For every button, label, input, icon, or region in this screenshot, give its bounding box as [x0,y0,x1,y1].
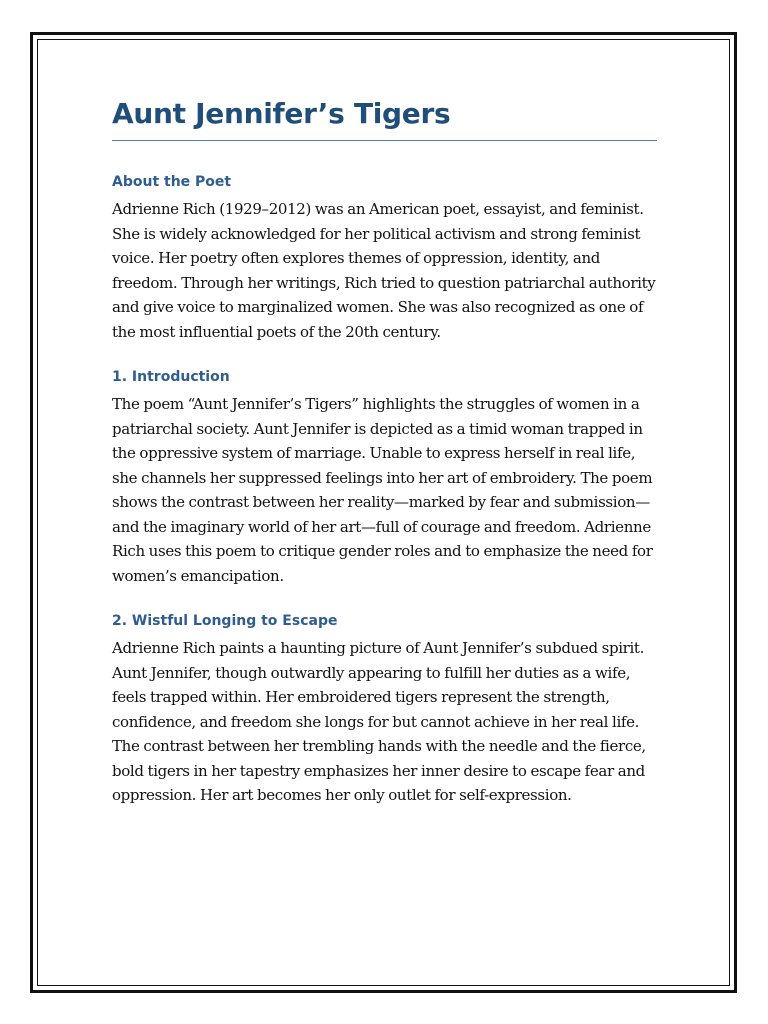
document-title: Aunt Jennifer’s Tigers [112,96,657,141]
section-wistful-longing [112,612,657,808]
document-content [112,96,657,808]
section-heading: 1. Introduction [112,369,230,385]
section-introduction [112,368,657,588]
section-body: Adrienne Rich (1929–2012) was an American poet, essayist, and feminist. She is widely acknowledged for her political activism and strong feminist voice. Her poetry often explores themes of oppression, identity, and freedom. Through her writings, Rich tried to question patriarchal authority and give voice to marginalized women. She was also recognized as one of the most influential poets of the 20th century. [112,200,656,341]
section-body: Adrienne Rich paints a haunting picture of Aunt Jennifer’s subdued spirit. Aunt Jennifer, though outwardly appearing to fulfill her duties as a wife, feels trapped within. Her embroidered tigers represent the strength, confidence, and freedom she longs for but cannot achieve in her real life. The contrast between her trembling hands with the needle and the fierce, bold tigers in her tapestry emphasizes her inner desire to escape fear and oppression. Her art becomes her only outlet for self-expression. [112,639,646,804]
section-heading: 2. Wistful Longing to Escape [112,613,338,629]
section-body: The poem “Aunt Jennifer’s Tigers” highlights the struggles of women in a patriarchal society. Aunt Jennifer is depicted as a timid woman trapped in the oppressive system of marriage. Unable to express herself in real life, she channels her suppressed feelings into her art of embroidery. The poem shows the contrast between her reality—marked by fear and submission—and the imaginary world of her art—full of courage and freedom. Adrienne Rich uses this poem to critique gender roles and to emphasize the need for women’s emancipation. [112,395,653,585]
section-about-the-poet [112,173,657,344]
section-heading: About the Poet [112,174,232,190]
